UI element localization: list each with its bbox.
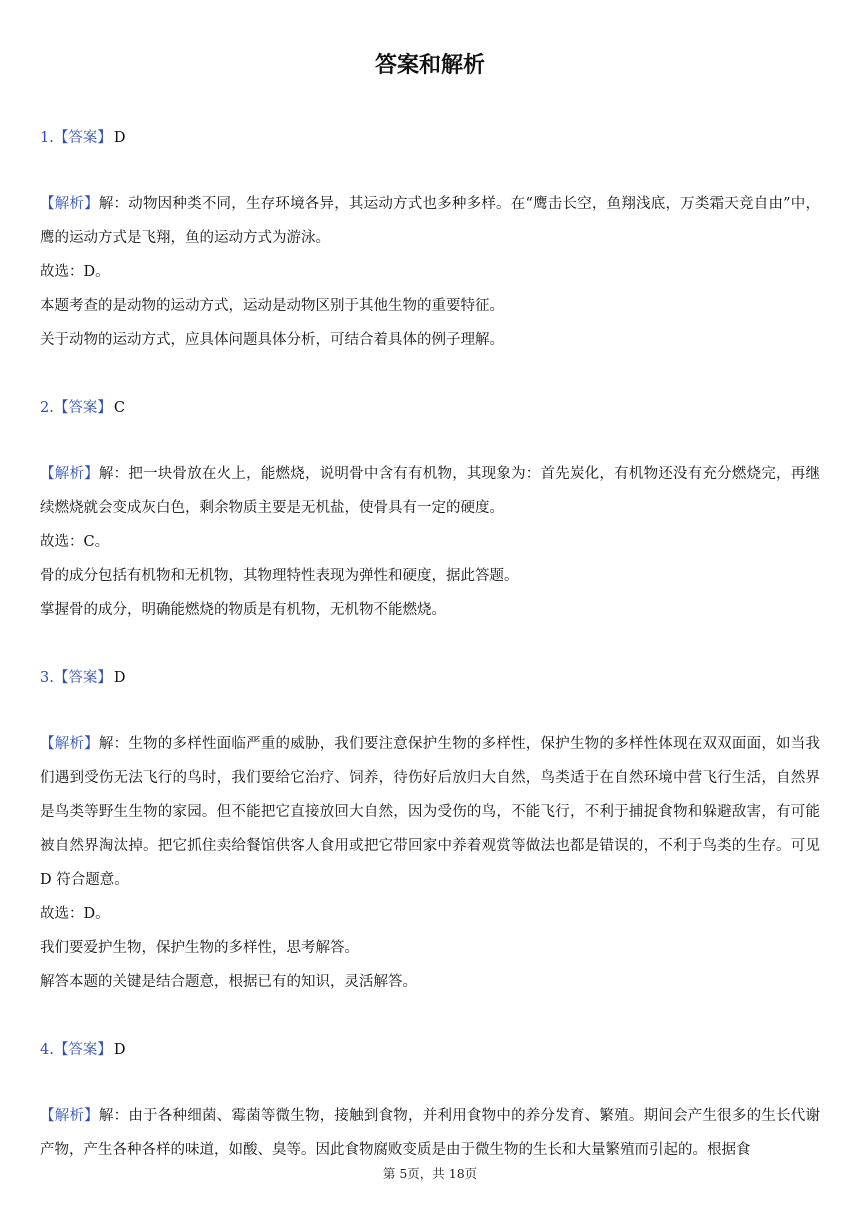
explanation-block-3 (40, 727, 820, 999)
answer-line (40, 398, 820, 418)
answer-tag: 【答案】 (53, 400, 112, 416)
explanation-text: 解：生物的多样性面临严重的威胁，我们要注意保护生物的多样性，保护生物的多样性体现在双双面面，如当我们遇到受伤无法飞行的鸟时，我们要给它治疗、饲养，待伤好后放归大自然，鸟类适于在自然环境中营飞行生活，自然界是鸟类等野生生物的家园。但不能把它直接放回大自然，因为受伤的鸟，不能飞行，不利于捕捉食物和躲避敌害，有可能被自然界淘汰掉。把它抓住卖给餐馆供客人食用或把它带回家中养着观赏等做法也都是错误的，不利于鸟类的生存。可见 D 符合题意。 (40, 736, 821, 888)
explanation-line: 故选：D。 (40, 906, 110, 922)
page-title: 答案和解析 (374, 53, 485, 78)
answer-block-4 (40, 1040, 820, 1060)
explanation-block-4 (40, 1099, 820, 1167)
page-footer: 第 5页，共 18页 (382, 1166, 478, 1181)
answer-tag: 【答案】 (53, 1042, 112, 1058)
question-number: 1. (40, 130, 54, 146)
explanation-line: 解答本题的关键是结合题意，根据已有的知识，灵活解答。 (40, 974, 417, 990)
answer-line (40, 1040, 820, 1060)
answer-value: D (113, 670, 126, 686)
explanation-tag: 【解析】 (40, 736, 99, 752)
explanation-text: 解：把一块骨放在火上，能燃烧，说明骨中含有有机物，其现象为：首先炭化，有机物还没有充分燃烧完，再继续燃烧就会变成灰白色，剩余物质主要是无机盐，使骨具有一定的硬度。 (40, 466, 821, 516)
explanation-line: 我们要爱护生物，保护生物的多样性，思考解答。 (40, 940, 359, 956)
explanation-text: 解：由于各种细菌、霉菌等微生物，接触到食物，并利用食物中的养分发育、繁殖。期间会产生很多的生长代谢产物，产生各种各样的味道，如酸、臭等。因此食物腐败变质是由于微生物的生长和大量繁殖而引起的。根据食 (40, 1108, 821, 1158)
answer-block-1 (40, 128, 820, 148)
explanation-text: 解：动物因种类不同，生存环境各异，其运动方式也多种多样。在“鹰击长空，鱼翔浅底，万类霜天竞自由”中，鹰的运动方式是飞翔，鱼的运动方式为游泳。 (40, 196, 820, 246)
question-number: 4. (40, 1042, 54, 1058)
answer-line (40, 128, 820, 148)
answer-value: D (113, 1042, 126, 1058)
explanation-line: 掌握骨的成分，明确能燃烧的物质是有机物，无机物不能燃烧。 (40, 602, 446, 618)
answer-value: D (113, 130, 126, 146)
explanation-line: 本题考查的是动物的运动方式，运动是动物区别于其他生物的重要特征。 (40, 298, 504, 314)
explanation-paragraph (40, 187, 820, 255)
answer-tag: 【答案】 (53, 130, 112, 146)
explanation-tag: 【解析】 (40, 196, 99, 212)
answer-tag: 【答案】 (53, 670, 112, 686)
explanation-tag: 【解析】 (40, 466, 99, 482)
explanation-block-2 (40, 457, 820, 627)
explanation-line: 故选：D。 (40, 264, 110, 280)
question-number: 3. (40, 670, 54, 686)
explanation-paragraph (40, 457, 820, 525)
explanation-paragraph (40, 727, 820, 897)
answer-block-3 (40, 668, 820, 688)
answer-line (40, 668, 820, 688)
explanation-tag: 【解析】 (40, 1108, 99, 1124)
answer-block-2 (40, 398, 820, 418)
question-number: 2. (40, 400, 54, 416)
explanation-paragraph (40, 1099, 820, 1167)
explanation-block-1 (40, 187, 820, 357)
explanation-line: 关于动物的运动方式，应具体问题具体分析，可结合着具体的例子理解。 (40, 332, 504, 348)
answer-value: C (113, 400, 125, 416)
explanation-line: 骨的成分包括有机物和无机物，其物理特性表现为弹性和硬度，据此答题。 (40, 568, 519, 584)
explanation-line: 故选：C。 (40, 534, 110, 550)
